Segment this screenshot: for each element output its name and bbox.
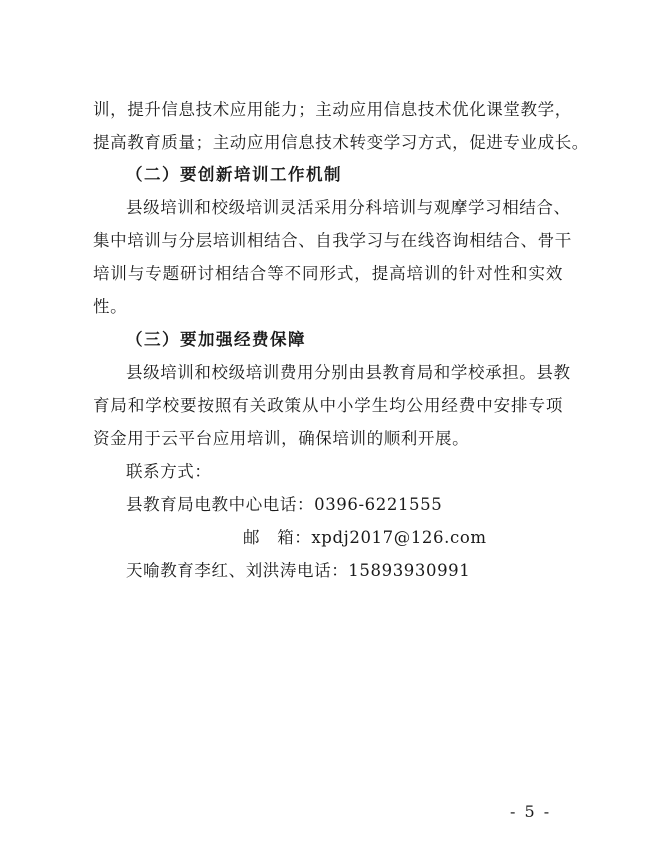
paragraph-line: 训，提升信息技术应用能力；主动应用信息技术优化课堂教学， [93,100,572,119]
paragraph-line: 性。 [93,297,128,316]
contact-email: 邮 箱：xpdj2017@126.com [243,528,487,547]
page-number: - 5 - [510,802,552,821]
paragraph-line: 资金用于云平台应用培训，确保培训的顺利开展。 [93,429,470,448]
paragraph-line: 县级培训和校级培训灵活采用分科培训与观摩学习相结合、 [126,198,571,217]
paragraph-line: 育局和学校要按照有关政策从中小学生均公用经费中安排专项 [93,396,563,415]
contact-phone-dianjiao: 县教育局电教中心电话：0396-6221555 [126,495,443,514]
paragraph-line: 县级培训和校级培训费用分别由县教育局和学校承担。县教 [126,363,571,382]
section-heading-2: （二）要创新培训工作机制 [126,165,342,184]
section-heading-3: （三）要加强经费保障 [126,330,306,349]
paragraph-line: 培训与专题研讨相结合等不同形式，提高培训的针对性和实效 [93,264,563,283]
paragraph-line: 集中培训与分层培训相结合、自我学习与在线咨询相结合、骨干 [93,231,572,250]
contact-phone-tianyu: 天喻教育李红、刘洪涛电话：15893930991 [126,561,471,580]
paragraph-line: 提高教育质量；主动应用信息技术转变学习方式，促进专业成长。 [93,133,589,152]
contact-label: 联系方式： [126,462,212,481]
